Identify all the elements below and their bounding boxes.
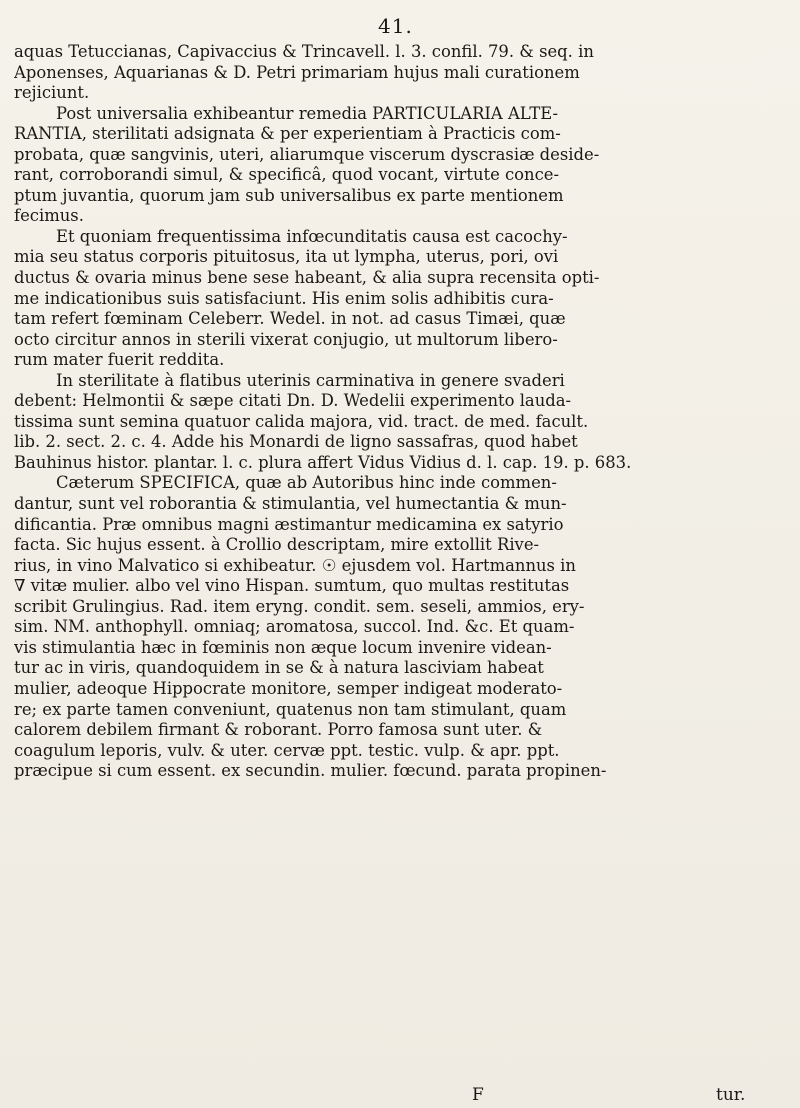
text-line: Post universalia exhibeantur remedia PARTICULARIA ALTE- xyxy=(56,103,559,123)
text-line: dantur, sunt vel roborantia & stimulantia, vel humectantia & mun- xyxy=(14,494,567,514)
text-line: facta. Sic hujus essent. à Crollio descriptam, mire extollit Rive- xyxy=(14,535,540,555)
text-line: coagulum leporis, vulv. & uter. cervæ ppt. testic. vulp. & apr. ppt. xyxy=(14,740,560,760)
text-line: rant, corroborandi simul, & specificâ, quod vocant, virtute conce- xyxy=(14,165,560,185)
text-line: octo circitur annos in sterili vixerat conjugio, ut multorum libero- xyxy=(14,329,558,349)
page-number: 41. xyxy=(378,14,413,38)
text-line: ptum juvantia, quorum jam sub universalibus ex parte mentionem xyxy=(14,185,564,205)
text-line: tissima sunt semina quatuor calida majora, vid. tract. de med. facult. xyxy=(14,411,589,431)
text-line: rius, in vino Malvatico si exhibeatur. ☉ ejusdem vol. Hartmannus in xyxy=(14,555,576,575)
text-line: sim. NM. anthophyll. omniaq; aromatosa, succol. Ind. &c. Et quam- xyxy=(14,617,575,637)
text-line: In sterilitate à flatibus uterinis carminativa in genere svaderi xyxy=(56,370,565,390)
text-line: me indicationibus suis satisfaciunt. His enim solis adhibitis cura- xyxy=(14,288,554,308)
text-line: fecimus. xyxy=(14,206,84,226)
text-line: dificantia. Præ omnibus magni æstimantur medicamina ex satyrio xyxy=(14,514,564,534)
signature-mark: F xyxy=(472,1085,484,1105)
text-line: ductus & ovaria minus bene sese habeant, & alia supra recensita opti- xyxy=(14,268,600,288)
text-line: lib. 2. sect. 2. c. 4. Adde his Monardi de ligno sassafras, quod habet xyxy=(14,432,578,452)
text-line: Cæterum SPECIFICA, quæ ab Autoribus hinc inde commen- xyxy=(56,473,557,493)
text-line: mulier, adeoque Hippocrate monitore, semper indigeat moderato- xyxy=(14,678,563,698)
text-line: Aponenses, Aquarianas & D. Petri primariam hujus mali curationem xyxy=(14,62,580,82)
text-line: rejiciunt. xyxy=(14,83,90,103)
text-line: vis stimulantia hæc in fœminis non æque locum invenire videan- xyxy=(14,637,552,657)
text-line: Bauhinus histor. plantar. l. c. plura affert Vidus Vidius d. l. cap. 19. p. 683. xyxy=(14,452,632,472)
catchword: tur. xyxy=(716,1085,746,1105)
text-line: præcipue si cum essent. ex secundin. mulier. fœcund. parata propinen- xyxy=(14,761,607,781)
body-text xyxy=(14,42,790,782)
text-line: tam refert fœminam Celeberr. Wedel. in not. ad casus Timæi, quæ xyxy=(14,309,566,329)
text-line: re; ex parte tamen conveniunt, quatenus non tam stimulant, quam xyxy=(14,699,567,719)
text-line: tur ac in viris, quandoquidem in se & à natura lasciviam habeat xyxy=(14,658,544,678)
text-line: rum mater fuerit reddita. xyxy=(14,350,225,370)
text-line: aquas Tetuccianas, Capivaccius & Trincavell. l. 3. confil. 79. & seq. in xyxy=(14,42,594,61)
text-line: RANTIA, sterilitati adsignata & per experientiam à Practicis com- xyxy=(14,124,561,144)
text-line: debent: Helmontii & sæpe citati Dn. D. Wedelii experimento lauda- xyxy=(14,391,572,411)
text-line: mia seu status corporis pituitosus, ita ut lympha, uterus, pori, ovi xyxy=(14,247,559,267)
text-line: ∇ vitæ mulier. albo vel vino Hispan. sumtum, quo multas restitutas xyxy=(14,576,570,596)
text-line: scribit Grulingius. Rad. item eryng. condit. sem. seseli, ammios, ery- xyxy=(14,596,585,616)
text-line: Et quoniam frequentissima infœcunditatis causa est cacochy- xyxy=(56,226,568,246)
text-line: calorem debilem firmant & roborant. Porro famosa sunt uter. & xyxy=(14,720,543,740)
text-line: probata, quæ sangvinis, uteri, aliarumque viscerum dyscrasiæ deside- xyxy=(14,144,600,164)
